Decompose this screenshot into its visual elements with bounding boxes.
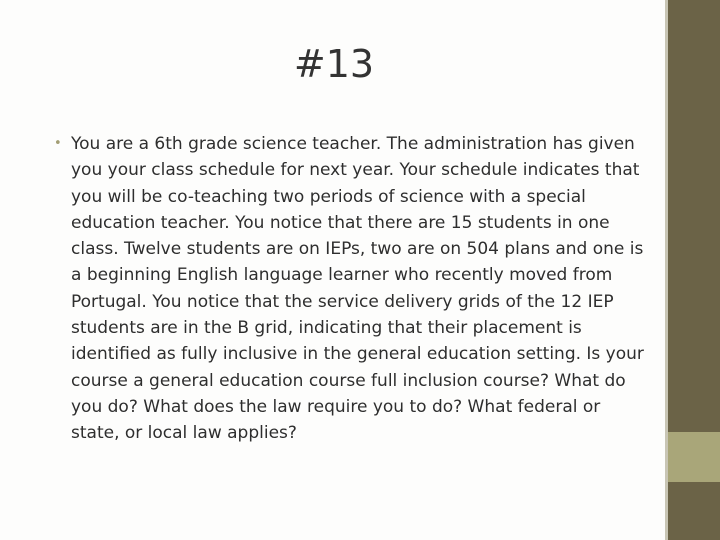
bullet-text: You are a 6th grade science teacher. The administration has given you your class schedule for next year. Your schedule indicates that you will be co-teaching two periods of science with a special education teacher. You notice that there are 15 students in one class. Twelve students are on IEPs, two are on 504 plans and one is a beginning English language learner who recently moved from Portugal. You notice that the service delivery grids of the 12 IEP students are in the B grid, indicating that their placement is identified as fully inclusive in the general education setting. Is your course a general education course full inclusion course? What do you do? What does the law require you to do? What federal or state, or local law applies?	[71, 134, 644, 444]
bullet-item	[54, 131, 644, 447]
slide-title: #13	[293, 42, 375, 86]
sidebar-accent-block	[668, 432, 720, 482]
bullet-list	[54, 131, 644, 447]
bullet-icon: •	[54, 136, 62, 151]
